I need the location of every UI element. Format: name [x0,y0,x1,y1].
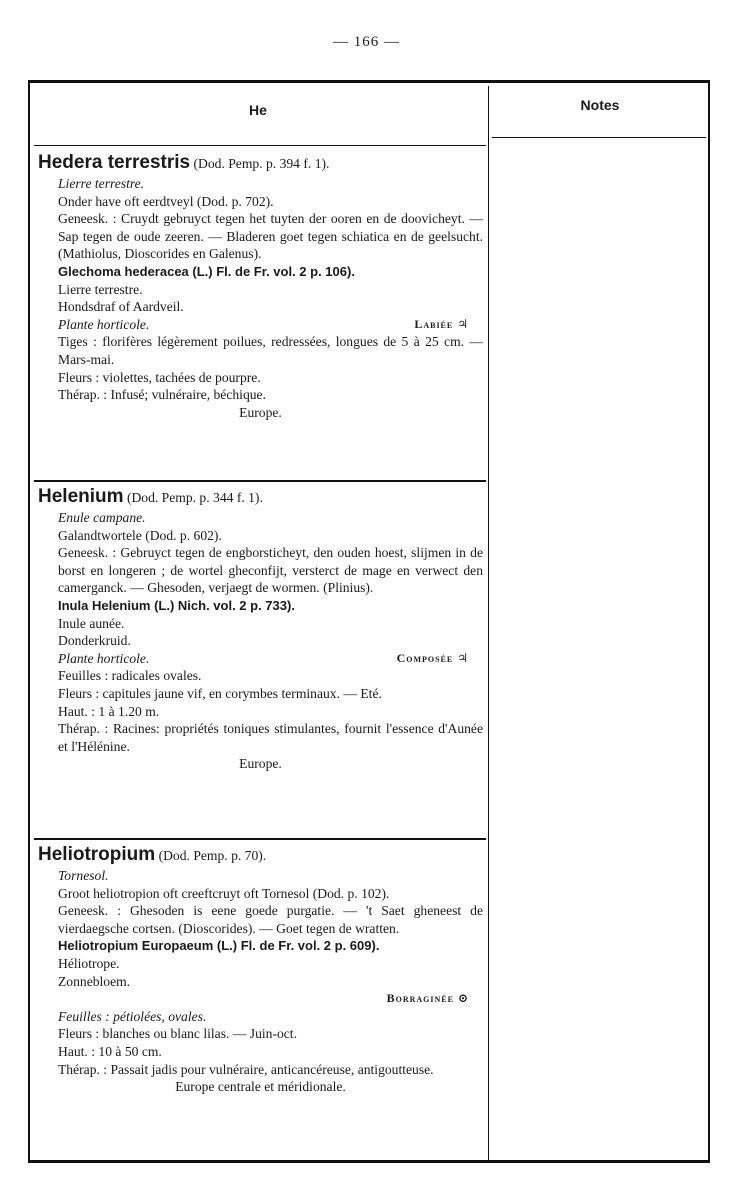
common-name: Tornesol. [58,868,109,883]
family-line [38,990,483,1008]
height: Haut. : 10 à 50 cm. [58,1043,162,1059]
entry-hedera [38,152,483,421]
reference: (Dod. Pemp. p. 394 f. 1). [193,156,330,171]
column-header-notes: Notes [580,97,620,113]
leaves-description: Feuilles : radicales ovales. [58,668,202,684]
column-header-main: He [249,102,267,118]
genus-name: Helenium [38,486,124,507]
entry-helenium [38,486,483,773]
dutch-name: Zonnebloem. [58,973,131,989]
left-border [28,80,30,1163]
family-label: Borraginée ⊙ [386,991,469,1006]
botanical-name: Inula Helenium (L.) Nich. vol. 2 p. 733). [58,597,295,613]
medicinal-note: Geneesk. : Cruydt gebruyct tegen het tuyten der ooren en de doovicheyt. — Sap tegen de oude zeeren. — Bladeren goet tegen schiatica en de geelsucht. (Mathiolus, Dioscorides en Galenus). [58,211,483,262]
french-name: Inule aunée. [58,615,125,631]
common-name: Enule campane. [58,510,146,525]
genus-name: Heliotropium [38,844,156,865]
entry-heading [38,152,483,175]
region: Europe centrale et méridionale. [175,1079,346,1095]
plant-type: Plante horticole. [58,650,150,666]
french-name: Héliotrope. [58,955,120,971]
reference: (Dod. Pemp. p. 70). [158,848,267,863]
divider-1 [34,480,486,482]
bottom-border [28,1160,710,1163]
therapy-note: Thérap. : Passait jadis pour vulnéraire, anticancéreuse, antigoutteuse. [58,1061,434,1077]
entry-heading [38,844,483,867]
leaves-description: Feuilles : pétiolées, ovales. [58,1008,207,1024]
right-border [708,80,710,1163]
entry-heading [38,486,483,509]
page-number: — 166 — [333,34,400,50]
french-name: Lierre terrestre. [58,281,143,297]
top-border [28,80,710,83]
column-divider [488,86,489,1163]
family-label: Composée ♃ [396,650,469,665]
plant-type: Plante horticole. [58,316,150,332]
therapy-note: Thérap. : Infusé; vulnéraire, béchique. [58,387,266,403]
region: Europe. [239,404,282,420]
header-rule-main [34,145,486,146]
therapy-note: Thérap. : Racines: propriétés toniques stimulantes, fournit l'essence d'Aunée et l'Hélénine. [58,721,483,754]
flemish-name: Groot heliotropion oft creeftcruyt oft Tornesol (Dod. p. 102). [58,885,390,901]
medicinal-note: Geneesk. : Ghesoden is eene goede purgatie. — 't Saet gheneest de vierdaegsche cortsen. (Dioscorides). — Goet tegen de wratten. [58,903,483,936]
botanical-name: Heliotropium Europaeum (L.) Fl. de Fr. vol. 2 p. 609). [58,938,380,954]
flemish-name: Galandtwortele (Dod. p. 602). [58,527,222,543]
height: Haut. : 1 à 1.20 m. [58,703,160,719]
plant-type-line [38,650,483,668]
flowers-description: Fleurs : violettes, tachées de pourpre. [58,369,261,385]
genus-name: Hedera terrestris [38,152,191,173]
header-rule-notes [492,137,706,138]
entry-heliotropium [38,844,483,1096]
dutch-name: Donderkruid. [58,633,131,649]
medicinal-note: Geneesk. : Gebruyct tegen de engborsticheyt, den ouden hoest, slijmen in de borst en longeren ; de wortel gheconfijt, versterct de mage en verwect den camerganck. — Ghesoden, verjaegt de wormen. (Plinius). [58,545,483,596]
plant-type-line [38,316,483,334]
region: Europe. [239,756,282,772]
flowers-description: Fleurs : blanches ou blanc lilas. — Juin-oct. [58,1026,297,1042]
family-label: Labiée ♃ [414,316,469,331]
common-name: Lierre terrestre. [58,176,145,191]
divider-2 [34,838,486,840]
botanical-name: Glechoma hederacea (L.) Fl. de Fr. vol. 2 p. 106). [58,263,355,279]
dutch-name: Hondsdraf of Aardveil. [58,299,184,315]
flowers-description: Fleurs : capitules jaune vif, en corymbes terminaux. — Eté. [58,685,382,701]
stems-description: Tiges : florifères légèrement poilues, redressées, longues de 5 à 25 cm. — Mars-mai. [58,334,483,367]
reference: (Dod. Pemp. p. 344 f. 1). [126,490,263,505]
flemish-name: Onder have oft eerdtveyl (Dod. p. 702). [58,193,274,209]
